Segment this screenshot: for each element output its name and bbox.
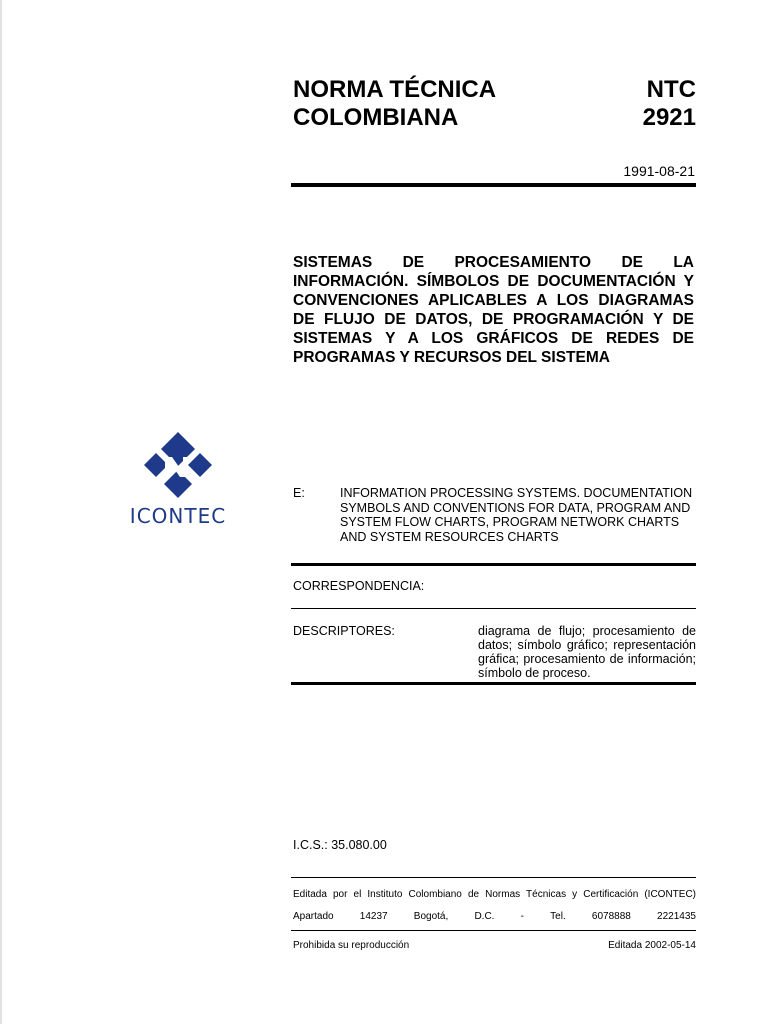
address-part: Apartado [293,911,334,922]
norm-title-line-2: COLOMBIANA [293,104,459,131]
edition-date: Editada 2002-05-14 [608,940,696,951]
norm-code-prefix: NTC [646,76,696,103]
norm-title [293,76,496,132]
divider-english [291,563,696,566]
address-part: 2221435 [657,911,696,922]
divider-top [291,183,696,187]
address-part: 14237 [359,911,388,922]
document-title: SISTEMAS DE PROCESAMIENTO DE LA INFORMACIÓN. SÍMBOLOS DE DOCUMENTACIÓN Y CONVENCIONES APLICABLES A LOS DIAGRAMAS DE FLUJO DE DATOS, DE PROGRAMACIÓN Y DE SISTEMAS Y A LOS GRÁFICOS DE REDES DE PROGRAMAS Y RECURSOS DEL SISTEMA [293,254,694,366]
publisher-line: Editada por el Instituto Colombiano de Normas Técnicas y Certificación (ICONTEC) [293,889,696,900]
norm-code-number: 2921 [642,104,696,131]
english-title: INFORMATION PROCESSING SYSTEMS. DOCUMENTATION SYMBOLS AND CONVENTIONS FOR DATA, PROGRAM AND SYSTEM FLOW CHARTS, PROGRAM NETWORK CHARTS AND SYSTEM RESOURCES CHARTS [340,486,693,544]
divider-address [291,930,696,931]
correspondencia-label: CORRESPONDENCIA: [293,579,425,593]
address-part: - [520,911,524,922]
icontec-logo [120,430,236,530]
ics-code: I.C.S.: 35.080.00 [293,838,387,852]
address-part: D.C. [474,911,495,922]
divider-footer [291,877,696,878]
descriptores-label: DESCRIPTORES: [293,624,395,638]
publisher-address [293,911,696,922]
page-edge [0,0,2,1024]
icontec-n-diamond-icon [120,430,236,504]
address-part: Bogotá, [413,911,449,922]
norm-date: 1991-08-21 [623,163,695,179]
english-title-label: E: [293,486,305,500]
divider-descriptores [291,682,696,685]
address-part: 6078888 [591,911,631,922]
address-part: Tel. [550,911,566,922]
descriptores-text: diagrama de flujo; procesamiento de datos; símbolo gráfico; representación gráfica; procesamiento de información; símbolo de proceso. [478,624,696,680]
icontec-logo-text: ICONTEC [129,504,227,528]
norm-title-line-1: NORMA TÉCNICA [293,76,497,103]
norm-code [643,76,696,132]
divider-correspondencia [291,608,696,609]
reproduction-notice: Prohibida su reproducción [293,940,410,951]
